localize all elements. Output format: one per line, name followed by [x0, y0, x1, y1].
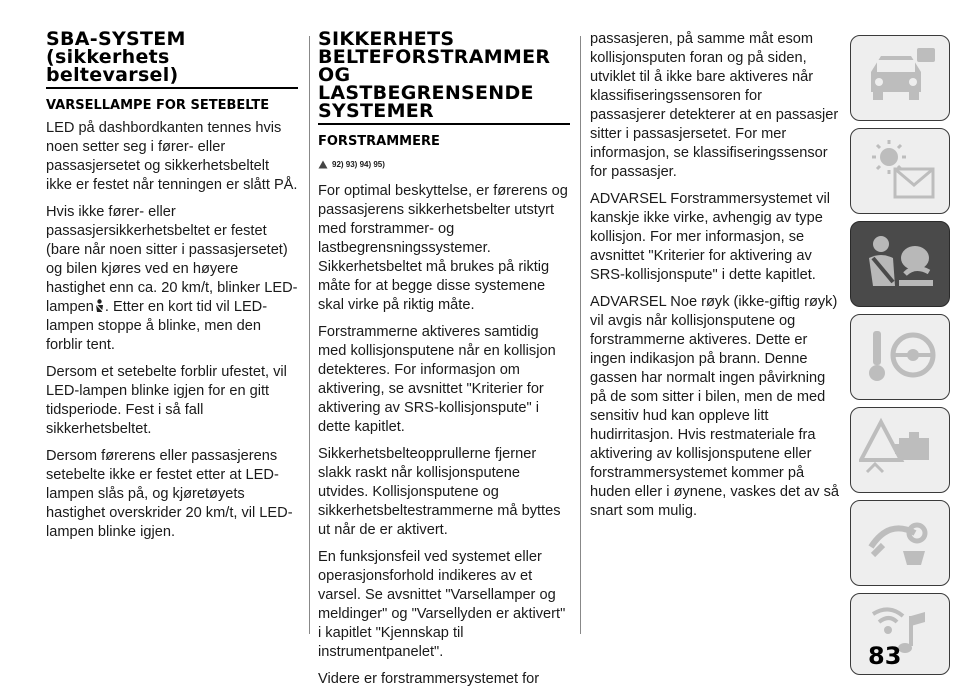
- chapter-tab-warning-lights[interactable]: [850, 128, 950, 214]
- paragraph: passasjeren, på samme måt esom kollisjonsputen foran og på siden, utviklet til å ikke bare aktiveres når klassifiseringssensoren for passasjerer detekterer at en passasjer sitter i passasjersetet. For mer informasjon, se klassifiseringssensor for passasjer.: [590, 31, 839, 180]
- car-dashboard-icon: [859, 42, 943, 116]
- paragraph-warning: ADVARSEL Noe røyk (ikke-giftig røyk) vil avgis når kollisjonsputene og forstrammerne aktiveres. Dette er ingen indikasjon på brann. Denne gassen har normalt ingen påvirkning på de som sitter i bilen, men de med sensitiv hud kan oppleve litt hudirritasjon. Hvis restmateriale fra aktivering av kollisjonsputene eller forstrammersystemet kommer på huden eller i øynene, vaskes det av så snart som mulig.: [590, 294, 840, 519]
- car-wrench-icon: [859, 507, 943, 581]
- warning-triangle-icon: [318, 160, 328, 169]
- section-title-sba: SBA-SYSTEM (sikkerhets beltevarsel): [46, 30, 298, 89]
- column-continued: [590, 30, 840, 529]
- paragraph: Sikkerhetsbelteopprullerne fjerner slakk raskt når kollisjonsputene utvides. Kollisjonsputene og sikkerhetsbeltestrammerne må byttes ut når de er aktivert.: [318, 446, 561, 538]
- subtitle-varsellampe: VARSELLAMPE FOR SETEBELTE: [46, 98, 270, 113]
- column-divider: [309, 36, 310, 634]
- chapter-tab-dashboard[interactable]: [850, 35, 950, 121]
- warning-triangle-engine-icon: [859, 414, 943, 488]
- chapter-tab-maintenance[interactable]: [850, 500, 950, 586]
- chapter-tab-start-driving[interactable]: [850, 314, 950, 400]
- chapter-tab-safety[interactable]: [850, 221, 950, 307]
- chapter-tab-emergency[interactable]: [850, 407, 950, 493]
- column-forstrammere: [318, 30, 570, 697]
- section-title-belteforstrammer: SIKKERHETS BELTEFORSTRAMMER OG LASTBEGRENSENDE SYSTEMER: [318, 30, 570, 125]
- paragraph-warning: ADVARSEL Forstrammersystemet vil kanskje ikke virke, avhengig av type kollisjon. For mer informasjon, se avsnittet "Kriterier for aktivering av SRS-kollisjonspute" i dette kapitlet.: [590, 191, 831, 283]
- page-number: 83: [868, 642, 902, 670]
- paragraph-with-icon: Hvis ikke fører- eller passasjersikkerhetsbeltet er festet (bare når noen sitter i passasjersetet) og bilen kjøres ved en høyere hastighet enn ca. 20 km/t, blinker LED-lampen . Etter en kort tid vil LED-lampen stoppe å blinke, men den forblir tent.: [46, 204, 298, 353]
- paragraph: Dersom førerens eller passasjerens setebelte ikke er festet etter at LED-lampen slås på, og kjøretøyets hastighet overskrider 20 km/t, vil LED-lampen blinke igjen.: [46, 448, 293, 540]
- subtitle-forstrammere: FORSTRAMMERE: [318, 134, 440, 149]
- key-steering-wheel-icon: [859, 321, 943, 395]
- paragraph: Videre er forstrammersystemet for: [318, 671, 540, 687]
- paragraph: Dersom et setebelte forblir ufestet, vil LED-lampen blinke igjen for en gitt tidsperiode. Fest i så fall sikkerhetsbeltet.: [46, 364, 287, 437]
- seatbelt-warning-icon: [94, 299, 105, 313]
- footnote-refs: 92) 93) 94) 95): [318, 155, 570, 174]
- paragraph: For optimal beskyttelse, er førerens og passasjerens sikkerhetsbelter utstyrt med forstrammer- og lastbegrensningssystemer. Sikkerhetsbeltet må brukes på riktig måte for at begge disse systemene skal virke på riktig måte.: [318, 183, 568, 313]
- seatbelt-airbag-icon: [859, 228, 943, 302]
- paragraph: LED på dashbordkanten tennes hvis noen setter seg i fører- eller passasjersetet og sikkerhetsbeltelt ikke er festet når tenningen er slått PÅ.: [46, 120, 298, 193]
- paragraph: Forstrammerne aktiveres samtidig med kollisjonsputene når en kollisjon detekteres. For informasjon om aktivering, se avsnittet "Kriterier for aktivering av SRS-kollisjonspute" i dette kapitlet.: [318, 324, 556, 435]
- column-sba-system: [46, 30, 298, 550]
- paragraph: En funksjonsfeil ved systemet eller operasjonsforhold indikeres av et varsel. Se avsnittet "Varsellamper og meldinger" og "Varsellyden er aktivert" i kapitlet "Kjennskap til instrumentpanelet".: [318, 549, 566, 660]
- column-divider: [580, 36, 581, 634]
- warning-lights-message-icon: [859, 135, 943, 209]
